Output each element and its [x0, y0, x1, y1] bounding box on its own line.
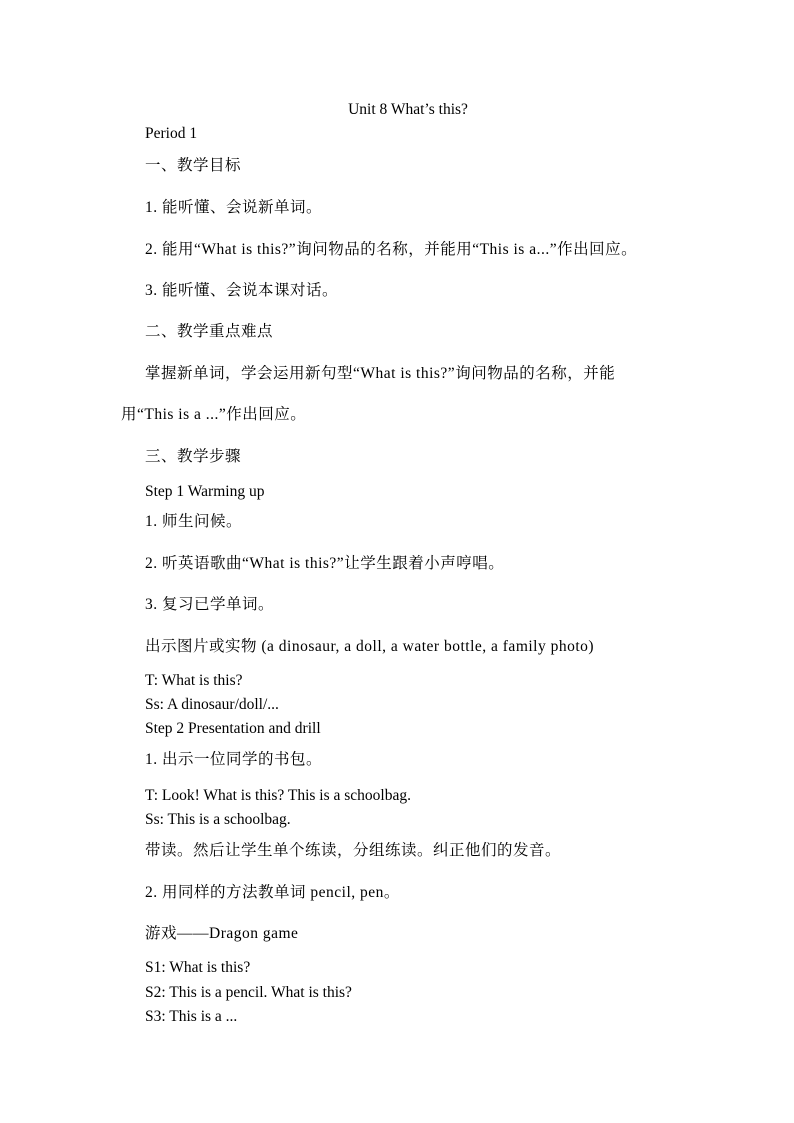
show-pictures-line: 出示图片或实物 (a dinosaur, a doll, a water bottle, a family photo): [145, 638, 595, 655]
section-heading-objectives: 一、教学目标: [145, 157, 242, 174]
game-heading: 游戏——Dragon game: [145, 925, 299, 942]
step-2-item-2: 2. 用同样的方法教单词 pencil, pen。: [145, 884, 400, 901]
objective-2: 2. 能用“What is this?”询问物品的名称，并能用“This is a...”作出回应。: [145, 241, 638, 258]
objective-3: 3. 能听懂、会说本课对话。: [145, 282, 339, 299]
step-1-item-3: 3. 复习已学单词。: [145, 596, 275, 613]
dialogue-line-ss-2: Ss: This is a schoolbag.: [145, 811, 291, 828]
section-heading-steps: 三、教学步骤: [145, 448, 242, 465]
period-label: Period 1: [145, 125, 198, 142]
key-points-paragraph-line-1: 掌握新单词，学会运用新句型“What is this?”询问物品的名称，并能: [145, 365, 616, 382]
section-heading-key-points: 二、教学重点难点: [145, 323, 274, 340]
dialogue-line-t-2: T: Look! What is this? This is a schoolbag.: [145, 787, 411, 804]
step-2-heading: Step 2 Presentation and drill: [145, 720, 321, 737]
document-title: Unit 8 What’s this?: [348, 101, 468, 118]
game-line-s2: S2: This is a pencil. What is this?: [145, 984, 352, 1001]
game-line-s3: S3: This is a ...: [145, 1008, 238, 1025]
objective-1: 1. 能听懂、会说新单词。: [145, 199, 323, 216]
key-points-paragraph-line-2: 用“This is a ...”作出回应。: [121, 406, 307, 423]
step-2-item-1: 1. 出示一位同学的书包。: [145, 751, 323, 768]
dialogue-line-ss-1: Ss: A dinosaur/doll/...: [145, 696, 279, 713]
dialogue-line-t-1: T: What is this?: [145, 672, 243, 689]
reading-practice-line: 带读。然后让学生单个练读，分组练读。纠正他们的发音。: [145, 842, 562, 859]
step-1-heading: Step 1 Warming up: [145, 483, 265, 500]
step-1-item-2: 2. 听英语歌曲“What is this?”让学生跟着小声哼唱。: [145, 555, 505, 572]
game-line-s1: S1: What is this?: [145, 959, 251, 976]
step-1-item-1: 1. 师生问候。: [145, 513, 243, 530]
